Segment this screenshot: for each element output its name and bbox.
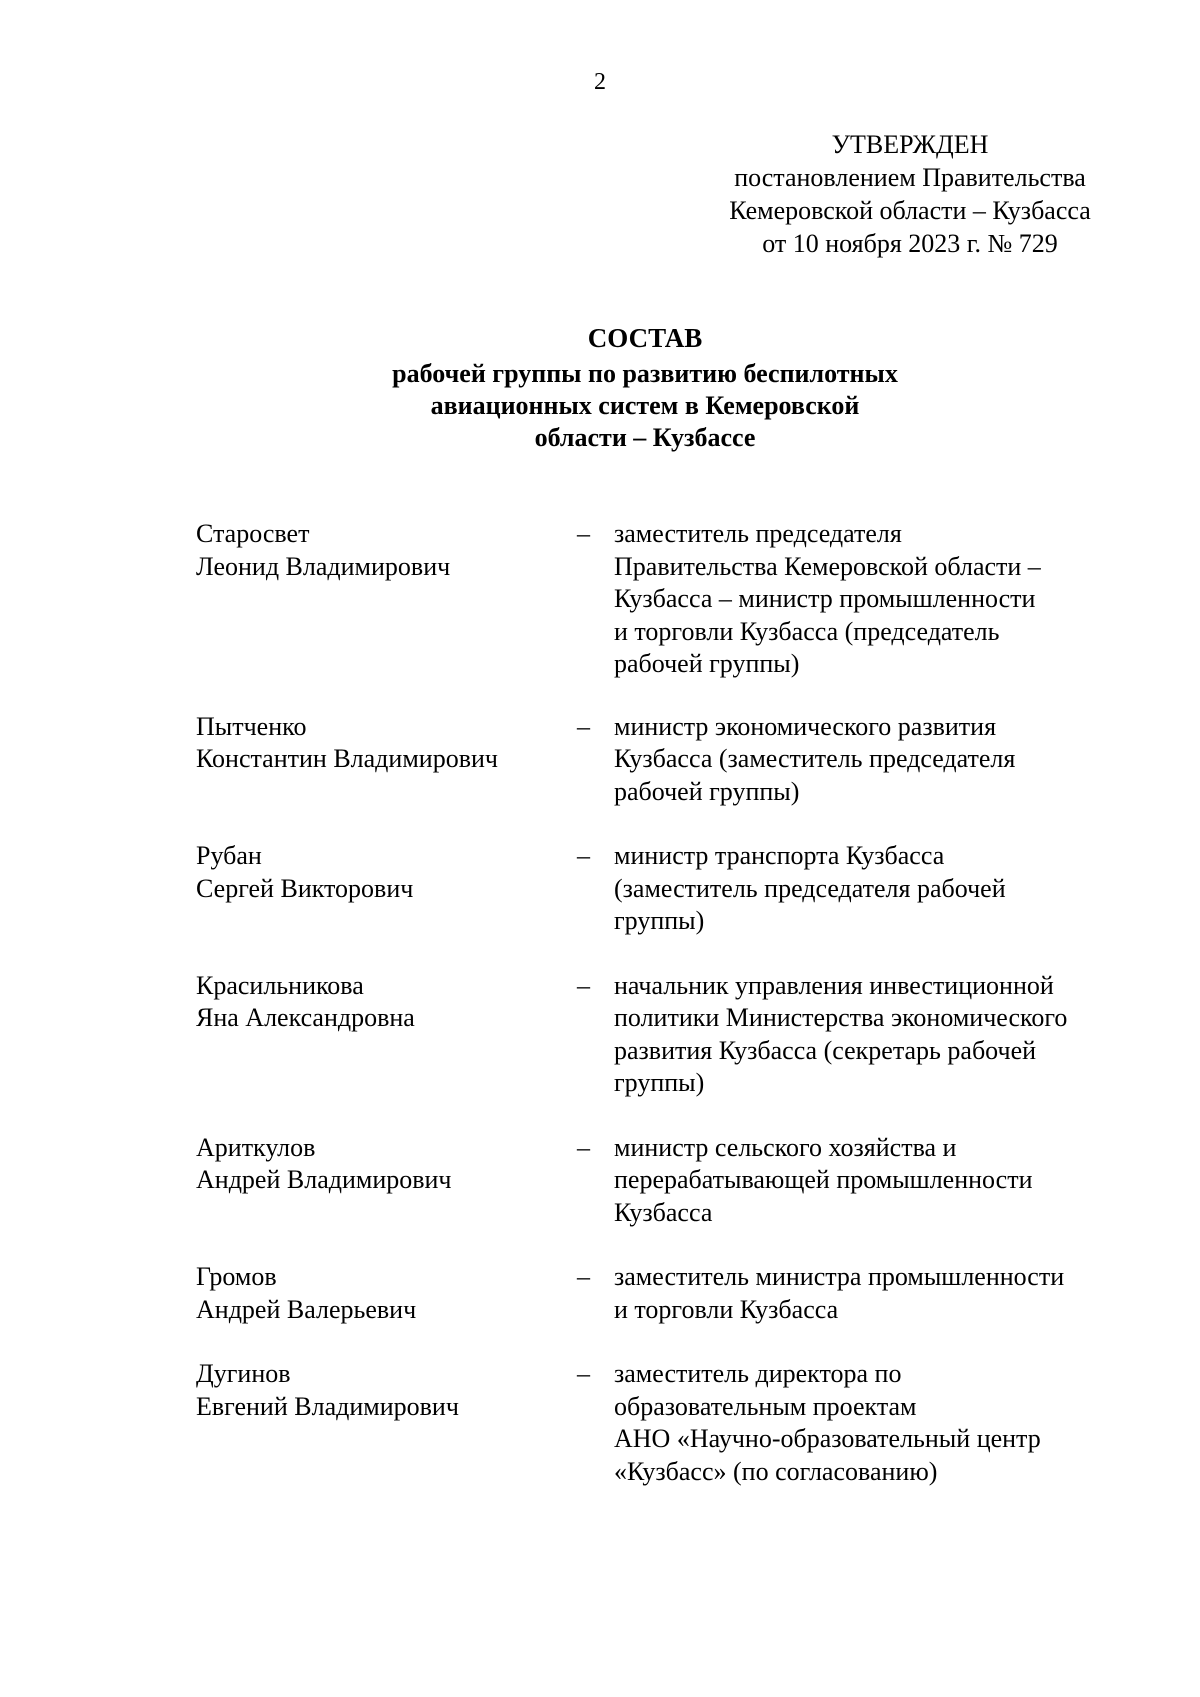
document-subtitle-line: области – Кузбассе [534, 423, 756, 452]
member-role-line: перерабатывающей промышленности [614, 1165, 1033, 1194]
member-surname: Ариткулов [196, 1132, 316, 1162]
approval-status: УТВЕРЖДЕН [831, 130, 989, 159]
member-surname: Громов [196, 1262, 277, 1291]
member-dash: – [577, 970, 590, 1000]
approval-line: постановлением Правительства [734, 163, 1086, 192]
member-given-names: Евгений Владимирович [196, 1391, 459, 1421]
member-row [196, 518, 1136, 681]
member-role-line: АНО «Научно-образовательный центр [614, 1424, 1041, 1453]
member-role [614, 1132, 1114, 1230]
member-role-line: заместитель директора по [614, 1359, 902, 1388]
document-title: СОСТАВ [587, 323, 703, 353]
member-role-line: заместитель председателя [614, 519, 902, 548]
member-role-line: и торговли Кузбасса (председатель [614, 616, 1000, 646]
member-role [614, 518, 1114, 681]
member-row [196, 1358, 1136, 1488]
approval-block [700, 128, 1120, 260]
member-role [614, 970, 1114, 1100]
member-role-line: развития Кузбасса (секретарь рабочей [614, 1035, 1037, 1065]
approval-line: Кемеровской области – Кузбасса [729, 196, 1091, 225]
member-surname: Дугинов [196, 1359, 291, 1388]
member-name [196, 970, 577, 1035]
member-role [614, 711, 1114, 809]
member-name [196, 518, 577, 583]
member-dash: – [577, 841, 590, 870]
member-given-names: Сергей Викторович [196, 873, 414, 903]
member-role-line: министр сельского хозяйства и [614, 1132, 957, 1162]
document-heading [0, 322, 1200, 454]
member-role-line: политики Министерства экономического [614, 1003, 1068, 1032]
member-given-names: Андрей Валерьевич [196, 1294, 417, 1324]
member-name [196, 1261, 577, 1326]
member-role-line: и торговли Кузбасса [614, 1294, 839, 1324]
member-surname: Старосвет [196, 519, 310, 548]
member-role-line: образовательным проектам [614, 1391, 917, 1421]
member-name [196, 1358, 577, 1423]
member-role-line: «Кузбасс» (по согласованию) [614, 1456, 938, 1486]
member-row [196, 1132, 1136, 1230]
member-dash: – [577, 1262, 590, 1291]
approval-date-number: от 10 ноября 2023 г. № 729 [762, 229, 1058, 258]
member-dash: – [577, 711, 590, 741]
member-role-line: Кузбасса (заместитель председателя [614, 744, 1016, 773]
member-role [614, 1261, 1114, 1326]
member-dash: – [577, 1132, 590, 1162]
members-list [196, 518, 1136, 1488]
member-surname: Красильникова [196, 970, 364, 1000]
member-role-line: министр транспорта Кузбасса [614, 841, 945, 870]
member-role [614, 1358, 1114, 1488]
member-role-line: группы) [614, 906, 705, 935]
member-role-line: Кузбасса – министр промышленности [614, 584, 1036, 613]
member-row [196, 970, 1136, 1100]
document-subtitle-line: авиационных систем в Кемеровской [430, 391, 860, 420]
member-name [196, 1132, 577, 1197]
member-role-line: рабочей группы) [614, 776, 800, 806]
member-role-line: (заместитель председателя рабочей [614, 873, 1006, 903]
member-role [614, 840, 1114, 938]
member-given-names: Яна Александровна [196, 1003, 415, 1032]
member-row [196, 1261, 1136, 1326]
member-role-line: заместитель министра промышленности [614, 1262, 1065, 1291]
member-row [196, 840, 1136, 938]
member-dash: – [577, 519, 590, 548]
member-role-line: рабочей группы) [614, 649, 800, 678]
member-role-line: начальник управления инвестиционной [614, 970, 1054, 1000]
member-role-line: министр экономического развития [614, 711, 997, 741]
member-name [196, 711, 577, 776]
document-subtitle-line: рабочей группы по развитию беспилотных [392, 359, 898, 388]
page-number: 2 [594, 69, 606, 95]
member-given-names: Леонид Владимирович [196, 551, 451, 581]
member-given-names: Андрей Владимирович [196, 1165, 452, 1194]
member-given-names: Константин Владимирович [196, 744, 498, 773]
member-surname: Пытченко [196, 711, 307, 741]
member-role-line: Правительства Кемеровской области – [614, 551, 1041, 581]
member-role-line: Кузбасса [614, 1197, 713, 1227]
member-surname: Рубан [196, 841, 262, 870]
member-row [196, 711, 1136, 809]
member-role-line: группы) [614, 1068, 705, 1097]
member-name [196, 840, 577, 905]
member-dash: – [577, 1359, 590, 1388]
